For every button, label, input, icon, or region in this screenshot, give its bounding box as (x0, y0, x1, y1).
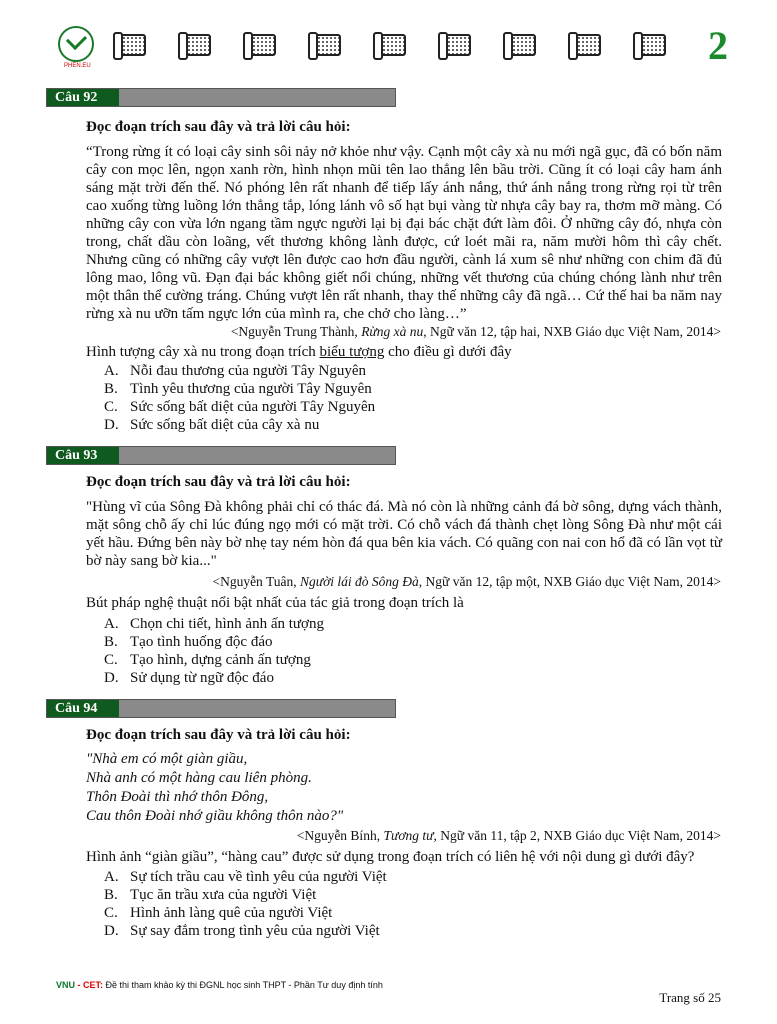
option-a[interactable]: A. Sự tích trầu cau về tình yêu của người Việt (104, 869, 387, 885)
question-bar-92 (46, 88, 396, 107)
question-label: Câu 93 (47, 447, 119, 464)
source-citation: <Nguyễn Trung Thành, Rừng xà nu, Ngữ văn 12, tập hai, NXB Giáo dục Việt Nam, 2014> (230, 324, 721, 339)
footer-note: VNU - CET: Đề thi tham khảo kỳ thi ĐGNL học sinh THPT - Phần Tư duy định tính (56, 980, 383, 990)
option-b[interactable]: B. Tục ăn trầu xưa của người Việt (104, 887, 317, 903)
poem-line: Cau thôn Đoài nhớ giầu không thôn nào?" (86, 808, 344, 824)
question-stem: Hình ảnh “giàn giầu”, “hàng cau” được sử dụng trong đoạn trích có liên hệ với nội dung gì dưới đây? (86, 849, 695, 865)
question-stem: Hình tượng cây xà nu trong đoạn trích biểu tượng cho điều gì dưới đây (86, 344, 512, 360)
option-a[interactable]: A. Nỗi đau thương của người Tây Nguyên (104, 363, 366, 379)
question-bar-94 (46, 699, 396, 718)
option-c[interactable]: C. Hình ảnh làng quê của người Việt (104, 905, 333, 921)
scroll-icon (376, 34, 406, 56)
scroll-icon (246, 34, 276, 56)
instruction: Đọc đoạn trích sau đây và trả lời câu hỏi: (86, 119, 351, 135)
option-c[interactable]: C. Tạo hình, dựng cảnh ấn tượng (104, 652, 311, 668)
option-d[interactable]: D. Sự say đắm trong tình yêu của người Việt (104, 923, 380, 939)
poem-line: Thôn Đoài thì nhớ thôn Đông, (86, 789, 269, 805)
scroll-icon (311, 34, 341, 56)
instruction: Đọc đoạn trích sau đây và trả lời câu hỏi: (86, 474, 351, 490)
question-label: Câu 94 (47, 700, 119, 717)
scroll-icon (441, 34, 471, 56)
vnu-logo: PHEN.EU (58, 26, 94, 62)
poem-line: Nhà anh có một hàng cau liên phòng. (86, 770, 312, 786)
option-b[interactable]: B. Tạo tình huống độc đáo (104, 634, 273, 650)
question-bar-93 (46, 446, 396, 465)
question-stem: Bút pháp nghệ thuật nổi bật nhất của tác giả trong đoạn trích là (86, 595, 464, 611)
instruction: Đọc đoạn trích sau đây và trả lời câu hỏi: (86, 727, 351, 743)
question-label: Câu 92 (47, 89, 119, 106)
option-b[interactable]: B. Tình yêu thương của người Tây Nguyên (104, 381, 372, 397)
page-number: Trang số 25 (659, 990, 721, 1005)
option-c[interactable]: C. Sức sống bất diệt của người Tây Nguyên (104, 399, 376, 415)
section-number: 2 (708, 23, 728, 68)
option-d[interactable]: D. Sức sống bất diệt của cây xà nu (104, 417, 320, 433)
option-a[interactable]: A. Chọn chi tiết, hình ảnh ấn tượng (104, 616, 324, 632)
source-citation: <Nguyễn Bính, Tương tư, Ngữ văn 11, tập 2, NXB Giáo dục Việt Nam, 2014> (296, 828, 721, 843)
passage: “Trong rừng ít có loại cây sinh sôi nảy nở khỏe như vậy. Cạnh một cây xà nu mới ngã gục, đã có bốn năm cây con mọc lên, ngọn xanh rờn, hình nhọn mũi tên lao thẳng lên bầu trời. Cũng ít có loại cây ham ánh sáng mặt trời đến thế. Nó phóng lên rất nhanh để tiếp lấy ánh nắng, thứ ánh nắng trong rừng rọi từ trên cao xuống từng luồng lớn thẳng tắp, lóng lánh vô số hạt bụi vàng từ nhựa cây bay ra, thơm mỡ màng. Có những cây con vừa lớn ngang tầm ngực người lại bị đại bác chặt đứt làm đôi. Ở những cây đó, nhựa còn trong, chất dầu còn loãng, vết thương không lành được, cứ loét mãi ra, năm mười hôm thì cây chết. Nhưng cũng có những cây vượt lên được cao hơn đầu người, cành lá xum sê như những con chim đã đủ lông mao, lông vũ. Đạn đại bác không giết nổi chúng, những vết thương của chúng chóng lành như trên một thân thể cường tráng. Chúng vượt lên rất nhanh, thay thế những cây đã ngã… Cứ thế hai ba năm nay rừng xà nu ưỡn tấm ngực lớn của mình ra, che chở cho làng…” (86, 144, 722, 322)
scroll-icon (181, 34, 211, 56)
scroll-icon (571, 34, 601, 56)
poem-line: "Nhà em có một giàn giầu, (86, 751, 248, 767)
option-d[interactable]: D. Sử dụng từ ngữ độc đáo (104, 670, 274, 686)
passage: "Hùng vĩ của Sông Đà không phải chỉ có thác đá. Mà nó còn là những cảnh đá bờ sông, dựng vách thành, mặt sông chỗ ấy chỉ lúc đúng ngọ mới có mặt trời. Có chỗ vách đá thành chẹt lòng Sông Đà như một cái yết hầu. Đứng bên này bờ nhẹ tay ném hòn đá qua bên kia vách. Có quãng con nai con hổ đã có lần vọt từ bờ này sang bờ kia..." (86, 499, 722, 569)
scroll-icon (636, 34, 666, 56)
source-citation: <Nguyễn Tuân, Người lái đò Sông Đà, Ngữ văn 12, tập một, NXB Giáo dục Việt Nam, 2014> (212, 574, 721, 589)
scroll-icon (506, 34, 536, 56)
scroll-icon (116, 34, 146, 56)
page-header (58, 24, 728, 72)
